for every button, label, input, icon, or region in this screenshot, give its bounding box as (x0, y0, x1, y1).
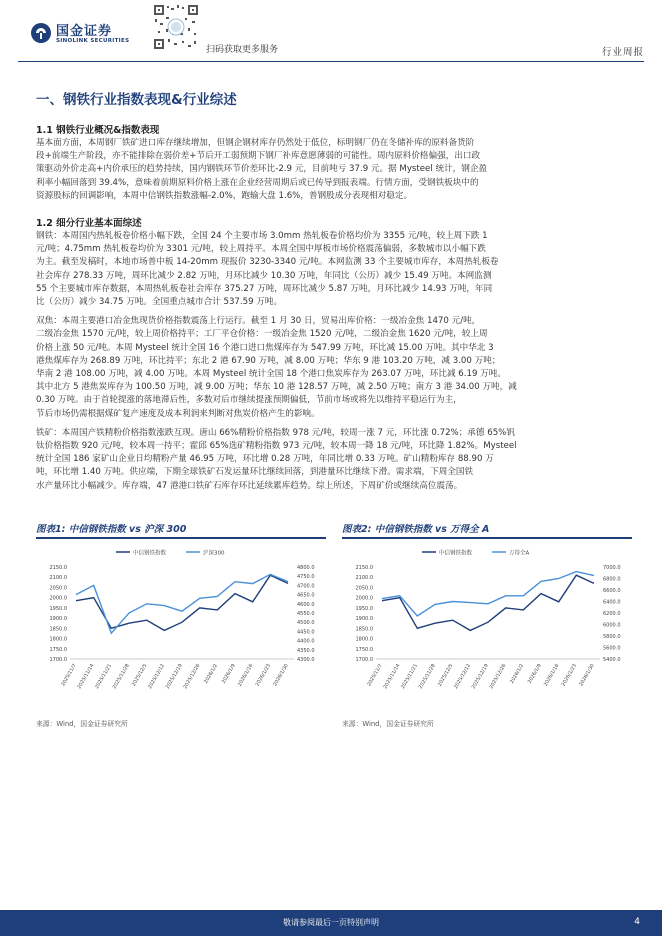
y-left-tick-label: 1950.0 (355, 605, 373, 612)
y-right-tick-label: 4700.0 (297, 583, 315, 590)
page-number: 4 (634, 917, 640, 927)
y-left-tick-label: 1800.0 (355, 636, 373, 643)
text-line: 二级冶金焦 1570 元/吨，较上周价格持平；工厂平仓价格：一级冶金焦 1520 元/吨，二级冶金焦 1620 元/吨，较上周 (36, 329, 488, 340)
x-tick-label: 2025/11/7 (367, 663, 384, 688)
y-right-tick-label: 4750.0 (297, 574, 315, 581)
y-right-tick-label: 4500.0 (297, 620, 315, 627)
y-right-tick-label: 4550.0 (297, 611, 315, 617)
y-left-tick-label: 1700.0 (49, 657, 67, 663)
figure1-source: 来源：Wind，国金证券研究所 (36, 720, 128, 728)
y-left-tick-label: 2050.0 (49, 585, 67, 592)
figure2-source: 来源：Wind，国金证券研究所 (342, 720, 434, 728)
qr-code-icon[interactable] (152, 3, 200, 51)
text-line: 铁矿：本周国产铁精粉价格指数涨跌互现。唐山 66%精粉价格指数 978 元/吨，较周一涨 7 元，环比涨 0.72%；承德 65%钒 (36, 427, 515, 438)
y-right-tick-label: 4300.0 (297, 657, 315, 663)
page-header (0, 0, 662, 66)
x-tick-label: 2026/1/30 (273, 663, 290, 688)
figure2-rule (342, 537, 632, 539)
x-tick-label: 2025/11/21 (400, 663, 420, 690)
series-line (382, 572, 594, 616)
text-line: 55 个主要城市库存数据，本周热轧板卷社会库存 375.27 万吨，周环比减少 5.87 万吨，月环比减少 14.93 万吨，年同 (36, 283, 493, 294)
text-line: 基本面方面，本周钢厂铁矿进口库存继续增加，但钢企钢材库存仍然处于低位，标明钢厂仍在冬储补库的原料备货阶 (36, 138, 475, 148)
text-line: 其中北方 5 港焦炭库存为 100.50 万吨，减 9.00 万吨；华东 10 港 128.57 万吨，减 2.50 万吨；南方 3 港 34.00 万吨，减 (36, 382, 517, 393)
text-line: 社会库存 278.33 万吨，周环比减少 2.82 万吨，月环比减少 10.30 万吨，年同比（公历）减少 15.49 万吨。本网监测 (36, 270, 492, 281)
series-line (76, 574, 288, 633)
y-left-tick-label: 2000.0 (355, 595, 373, 602)
x-tick-label: 2025/11/28 (112, 663, 131, 690)
y-left-tick-label: 1800.0 (49, 636, 67, 643)
x-tick-label: 2026/1/9 (221, 663, 237, 685)
y-right-tick-label: 4350.0 (297, 647, 315, 654)
y-right-tick-label: 6800.0 (603, 576, 621, 583)
legend-label: 万得全A (509, 550, 530, 557)
legend-label: 沪深300 (203, 550, 225, 557)
sinolink-logo-icon (30, 22, 52, 44)
y-left-tick-label: 2000.0 (49, 595, 67, 602)
x-tick-label: 2025/11/7 (61, 663, 78, 688)
iron-ore-paragraph (36, 427, 626, 493)
x-tick-label: 2025/12/5 (437, 663, 455, 688)
text-line: 段+前端生产阶段，亦不能排除在弱价差+节后开工弱预期下钢厂补库意愿薄弱的可能性。周内原料价格偏强，出口政 (36, 151, 481, 162)
coke-paragraph (36, 315, 626, 421)
text-line: 钢铁：本周国内热轧板卷价格小幅下跌，全国 24 个主要市场 3.0mm 热轧板卷价格均价为 3355 元/吨，较上周下跌 1 (36, 231, 488, 242)
text-line: 利率小幅回落到 39.4%，意味着前期原料价格上涨在企业经营周期后或已传导到报表端。行情方面，受钢铁板块中的 (36, 177, 479, 188)
text-line: 为主。截至发稿时，本地市场普中板 14-20mm 现报价 3230-3340 元/吨。本网监测 33 个主要城市库存，本周热轧板卷 (36, 257, 499, 268)
text-line: 华南 2 港 108.00 万吨，减 4.00 万吨。本周 Mysteel 统计全国 18 个港口焦炭库存为 263.07 万吨，环比减 6.19 万吨。 (36, 369, 506, 380)
x-tick-label: 2026/1/2 (203, 663, 220, 685)
y-left-tick-label: 2100.0 (49, 575, 67, 582)
header-divider (18, 61, 644, 62)
x-tick-label: 2025/12/19 (471, 663, 490, 690)
y-right-tick-label: 5800.0 (603, 634, 621, 640)
x-tick-label: 2025/12/12 (147, 663, 167, 690)
y-left-tick-label: 1850.0 (49, 626, 67, 633)
y-left-tick-label: 1750.0 (355, 646, 373, 653)
text-line: 比（公历）减少 34.75 万吨。全国重点城市合计 537.59 万吨。 (36, 297, 283, 308)
figure1-rule (36, 537, 326, 539)
scan-prompt: 扫码获取更多服务 (206, 45, 279, 55)
figure1-title: 图表1: 中信钢铁指数 vs 沪深 300 (36, 524, 187, 535)
steel-paragraph (36, 230, 626, 309)
y-right-tick-label: 7000.0 (603, 565, 621, 571)
x-tick-label: 2026/1/16 (237, 663, 255, 688)
y-right-tick-label: 6200.0 (603, 611, 621, 617)
y-left-tick-label: 1750.0 (49, 646, 67, 653)
chart-steel-vs-wind-a (342, 541, 632, 709)
x-tick-label: 2026/1/30 (579, 663, 596, 688)
text-line: 资源股标的回调影响，本周中信钢铁指数涨幅-2.0%，跑输大盘 1.6%，普钢股成分表现相对稳定。 (36, 190, 413, 201)
page-footer (0, 910, 662, 936)
y-right-tick-label: 6600.0 (603, 588, 621, 594)
legend-label: 中信钢铁指数 (439, 550, 473, 557)
x-tick-label: 2025/12/26 (489, 663, 508, 690)
chart-steel-vs-csi300 (36, 541, 326, 709)
text-line: 吨，环比增 1.40 万吨。供应端，下期全球铁矿石发运量环比继续回落，到港量环比继续下滑。需求端，下周全国铁 (36, 467, 474, 478)
x-tick-label: 2026/1/2 (509, 663, 526, 685)
x-tick-label: 2025/11/14 (77, 663, 96, 690)
y-right-tick-label: 5600.0 (603, 645, 621, 652)
x-tick-label: 2026/1/23 (561, 663, 579, 688)
x-tick-label: 2026/1/16 (543, 663, 561, 688)
y-right-tick-label: 4650.0 (297, 592, 315, 599)
x-tick-label: 2025/12/5 (131, 663, 149, 688)
x-tick-label: 2026/1/9 (527, 663, 543, 685)
y-left-tick-label: 2150.0 (49, 565, 67, 571)
main-content (36, 88, 626, 493)
y-right-tick-label: 4600.0 (297, 601, 315, 608)
company-name-cn: 国金证券 (56, 24, 113, 39)
y-left-tick-label: 1900.0 (49, 616, 67, 623)
text-line: 策驱动外价走高+内价承压的趋势持续，国内钢铁环节价差环比-2.9 元，目前吨亏 37.9 元。据 Mysteel 统计，钢企盈 (36, 164, 488, 175)
x-tick-label: 2025/12/19 (165, 663, 184, 690)
text-line: 统计全国 186 家矿山企业日均精粉产量 46.95 万吨，环比增 0.28 万吨，年同比增 0.33 万吨。矿山精粉库存 88.90 万 (36, 454, 494, 465)
y-left-tick-label: 1850.0 (355, 626, 373, 633)
x-tick-label: 2025/11/21 (94, 663, 114, 690)
y-left-tick-label: 2100.0 (355, 575, 373, 582)
y-left-tick-label: 1950.0 (49, 605, 67, 612)
subsection-title-overview: 1.1 钢铁行业概况&指数表现 (36, 125, 160, 136)
text-line: 0.30 万吨。由于首轮提涨的落地滞后性，多数对后市继续提涨预期偏低，节前市场或将先以维持平稳运行为主， (36, 395, 462, 406)
y-right-tick-label: 5400.0 (603, 657, 621, 663)
subsection-title-fundamentals: 1.2 细分行业基本面综述 (36, 218, 142, 230)
text-line: 双焦：本周主要港口冶金焦现货价格指数震荡上行运行。截至 1 月 30 日，贸易出库价格：一级冶金焦 1470 元/吨， (36, 316, 481, 327)
y-right-tick-label: 4800.0 (297, 565, 315, 571)
text-line: 钛价格指数 920 元/吨，较本周一持平；霍邱 65%选矿精粉指数 973 元/吨，较本周一降 18 元/吨，环比降 1.82%。Mysteel (36, 441, 517, 452)
section-title: 一、钢铁行业指数表现&行业综述 (36, 92, 237, 108)
y-left-tick-label: 1700.0 (355, 657, 373, 663)
y-right-tick-label: 4450.0 (297, 629, 315, 636)
overview-paragraph (36, 137, 626, 203)
series-line (382, 575, 594, 630)
company-name-en: SINOLINK SECURITIES (56, 38, 130, 44)
text-line: 元/吨；4.75mm 热轧板卷均价为 3301 元/吨，较上周持平。本周全国中厚板市场价格震荡偏弱，多数城市以小幅下跌 (36, 244, 486, 255)
disclaimer-link[interactable]: 敬请参阅最后一页特别声明 (283, 918, 379, 927)
y-right-tick-label: 6400.0 (603, 599, 621, 606)
text-line: 水产量环比小幅减少。库存端，47 港港口铁矿石库存环比延续累库趋势。综上所述，下周矿价或继续高位震荡。 (36, 480, 463, 491)
y-left-tick-label: 2150.0 (355, 565, 373, 571)
report-type: 行业周报 (601, 47, 644, 58)
y-right-tick-label: 4400.0 (297, 638, 315, 645)
y-left-tick-label: 2050.0 (355, 585, 373, 592)
x-tick-label: 2025/12/12 (453, 663, 473, 690)
x-tick-label: 2025/12/26 (183, 663, 202, 690)
x-tick-label: 2025/11/14 (383, 663, 402, 690)
text-line: 节后市场仍需根据煤矿复产速度及成本利润来判断对焦炭价格产生的影响。 (36, 408, 320, 419)
x-tick-label: 2026/1/23 (255, 663, 273, 688)
y-left-tick-label: 1900.0 (355, 616, 373, 623)
legend-label: 中信钢铁指数 (133, 550, 167, 557)
x-tick-label: 2025/11/28 (418, 663, 437, 690)
text-line: 价格上涨 50 元/吨。本周 Mysteel 统计全国 16 个港口进口焦煤库存为 547.99 万吨，环比减 15.00 万吨。其中华北 3 (36, 342, 494, 353)
figure2-title: 图表2: 中信钢铁指数 vs 万得全 A (342, 524, 490, 535)
y-right-tick-label: 6000.0 (603, 622, 621, 629)
text-line: 港焦煤库存为 268.89 万吨，环比持平；东北 2 港 67.90 万吨，减 8.00 万吨；华东 9 港 103.20 万吨，减 3.00 万吨； (36, 355, 501, 366)
